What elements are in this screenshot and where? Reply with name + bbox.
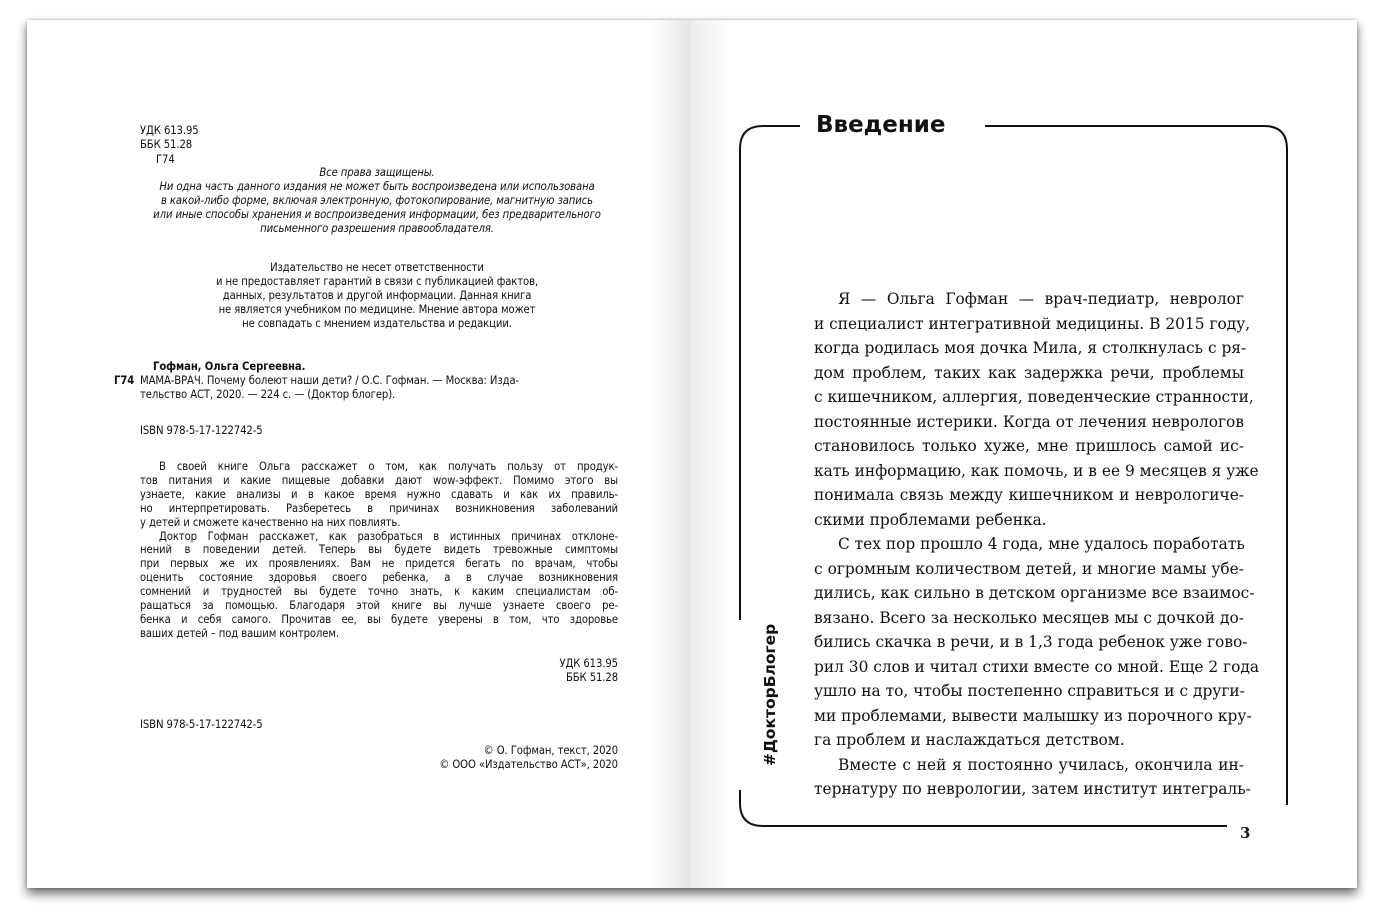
author-name: Гофман, Ольга Сергеевна. [153,360,306,373]
body-line: бились скачка в речи, и в 1,3 года ребенок уже гово- [814,633,1248,651]
annotation-line: узнаете, какие анализы и в какое время нужно сдавать и как их правиль- [140,487,618,501]
rights-line: письменного разрешения правообладателя. [260,221,494,235]
annotation [140,460,618,641]
body-line: тернатуру по неврологии, затем институт интеграль- [814,780,1251,798]
bbk-top: ББК 51.28 [140,138,193,151]
chapter-body [814,287,1260,802]
annotation-line: сомнений и трудностей вы будете точно знать, к каким специалистам об- [140,585,618,599]
body-line: рил 30 слов и читал стихи вместе со мной. Еще 2 года [814,657,1260,676]
rights-line: в какой-либо форме, включая электронную, фотокопирование, магнитную запись [161,193,593,207]
annotation-line: Доктор Гофман расскажет, как разобраться в истинных причинах отклоне- [159,529,618,543]
copyright-author: © О. Гофман, текст, 2020 [483,744,618,757]
body-line: понимала связь между кишечником и неврологиче- [814,486,1244,504]
book-spread [27,20,1357,888]
copyright-publisher: © ООО «Издательство АСТ», 2020 [439,758,618,771]
body-line: ми проблемами, вывести малышку из порочного кру- [814,706,1252,725]
biblio-line: тельство АСТ, 2020. — 224 с. — (Доктор блогер). [140,387,396,401]
body-line: ушло на то, чтобы постепенно справиться и с други- [814,682,1245,700]
chapter-heading: Введение [816,112,946,138]
side-hashtag: #ДокторБлогер [761,623,779,766]
body-line: с кишечником, аллергия, поведенческие странности, [814,388,1254,406]
udk-bottom: УДК 613.95 [559,657,618,670]
body-line: вязано. Всего за несколько месяцев мы с дочкой до- [814,608,1244,627]
disclaimer-line: данных, результатов и другой информации. Данная книга [222,288,532,302]
annotation-line: нений в поведении детей. Теперь вы будете видеть тревожные симптомы [140,543,618,557]
body-line: скими проблемами ребенка. [814,510,1047,529]
bbk-bottom: ББК 51.28 [565,671,618,684]
body-line: с огромным количеством детей, и многие мамы убе- [814,559,1244,578]
annotation-line: В своей книге Ольга расскажет о том, как получать пользу от продук- [159,460,618,473]
gutter-shadow [650,20,690,888]
disclaimer-line: не совпадать с мнением издательства и редакции. [242,316,512,330]
rights-notice [137,166,617,236]
body-line: дились, как сильно в детском организме все взаимос- [814,584,1255,602]
code-top: Г74 [156,153,175,166]
annotation-line: бенка и себя самого. Прочитав ее, вы будете уверены в том, что здоровье [140,612,618,626]
biblio-line: МАМА-ВРАЧ. Почему болеют наши дети? / О.С. Гофман. — Москва: Изда- [140,374,520,387]
annotation-line: у детей и сможете качественно на них повлиять. [140,515,401,529]
body-line: и специалист интегративной медицины. В 2015 году, [814,314,1251,333]
body-line: Вместе с ней я постоянно училась, окончила ин- [838,755,1244,774]
isbn-top: ISBN 978-5-17-122742-5 [140,424,263,437]
right-page [690,20,1357,888]
bibliographic-record [140,374,618,402]
body-line: когда родилась моя дочка Мила, я столкнулась с ря- [814,339,1247,357]
annotation-line: при первых же их проявлениях. Вам не придется бегать по врачам, чтобы [140,557,618,571]
isbn-bottom: ISBN 978-5-17-122742-5 [140,718,263,731]
annotation-line: ваших детей – под вашим контролем. [140,626,339,640]
body-line: Я — Ольга Гофман — врач-педиатр, невролог [838,290,1244,308]
left-page [27,20,690,888]
code-side: Г74 [114,374,135,387]
page-number: 3 [1240,824,1251,842]
body-line: га проблем и наслаждаться детством. [814,731,1125,749]
disclaimer-line: и не предоставляет гарантий в связи с публикацией фактов, [216,274,538,288]
rights-line: или иные способы хранения и воспроизведения информации, без предварительного [153,207,601,221]
annotation-line: оценить состояние здоровья своего ребенка, а в случае возникновения [140,571,618,585]
rights-line: Все права защищены. [319,166,435,179]
body-line: С тех пор прошло 4 года, мне удалось поработать [838,535,1245,553]
rights-line: Ни одна часть данного издания не может быть воспроизведена или использована [159,179,595,193]
udk-top: УДК 613.95 [140,124,199,137]
disclaimer [137,261,617,331]
annotation-line: но интерпретировать. Разберетесь в причинах возникновения заболеваний [140,501,618,515]
body-line: кать информацию, как помочь, и в ее 9 месяцев я уже [814,461,1259,480]
frame-top-left [740,126,800,620]
body-line: дом проблем, таких как задержка речи, проблемы [814,363,1244,382]
body-line: постоянные истерики. Когда от лечения неврологов [814,412,1244,431]
annotation-line: ращаться за помощью. Благодаря этой книге вы лучше узнаете своего ре- [140,599,618,613]
annotation-line: тов питания и какие пищевые добавки дают wow-эффект. Помимо этого вы [140,473,618,487]
body-line: становилось только хуже, мне пришлось самой ис- [814,437,1244,455]
disclaimer-line: не является учебником по медицине. Мнение автора может [218,302,536,316]
disclaimer-line: Издательство не несет ответственности [270,261,484,274]
